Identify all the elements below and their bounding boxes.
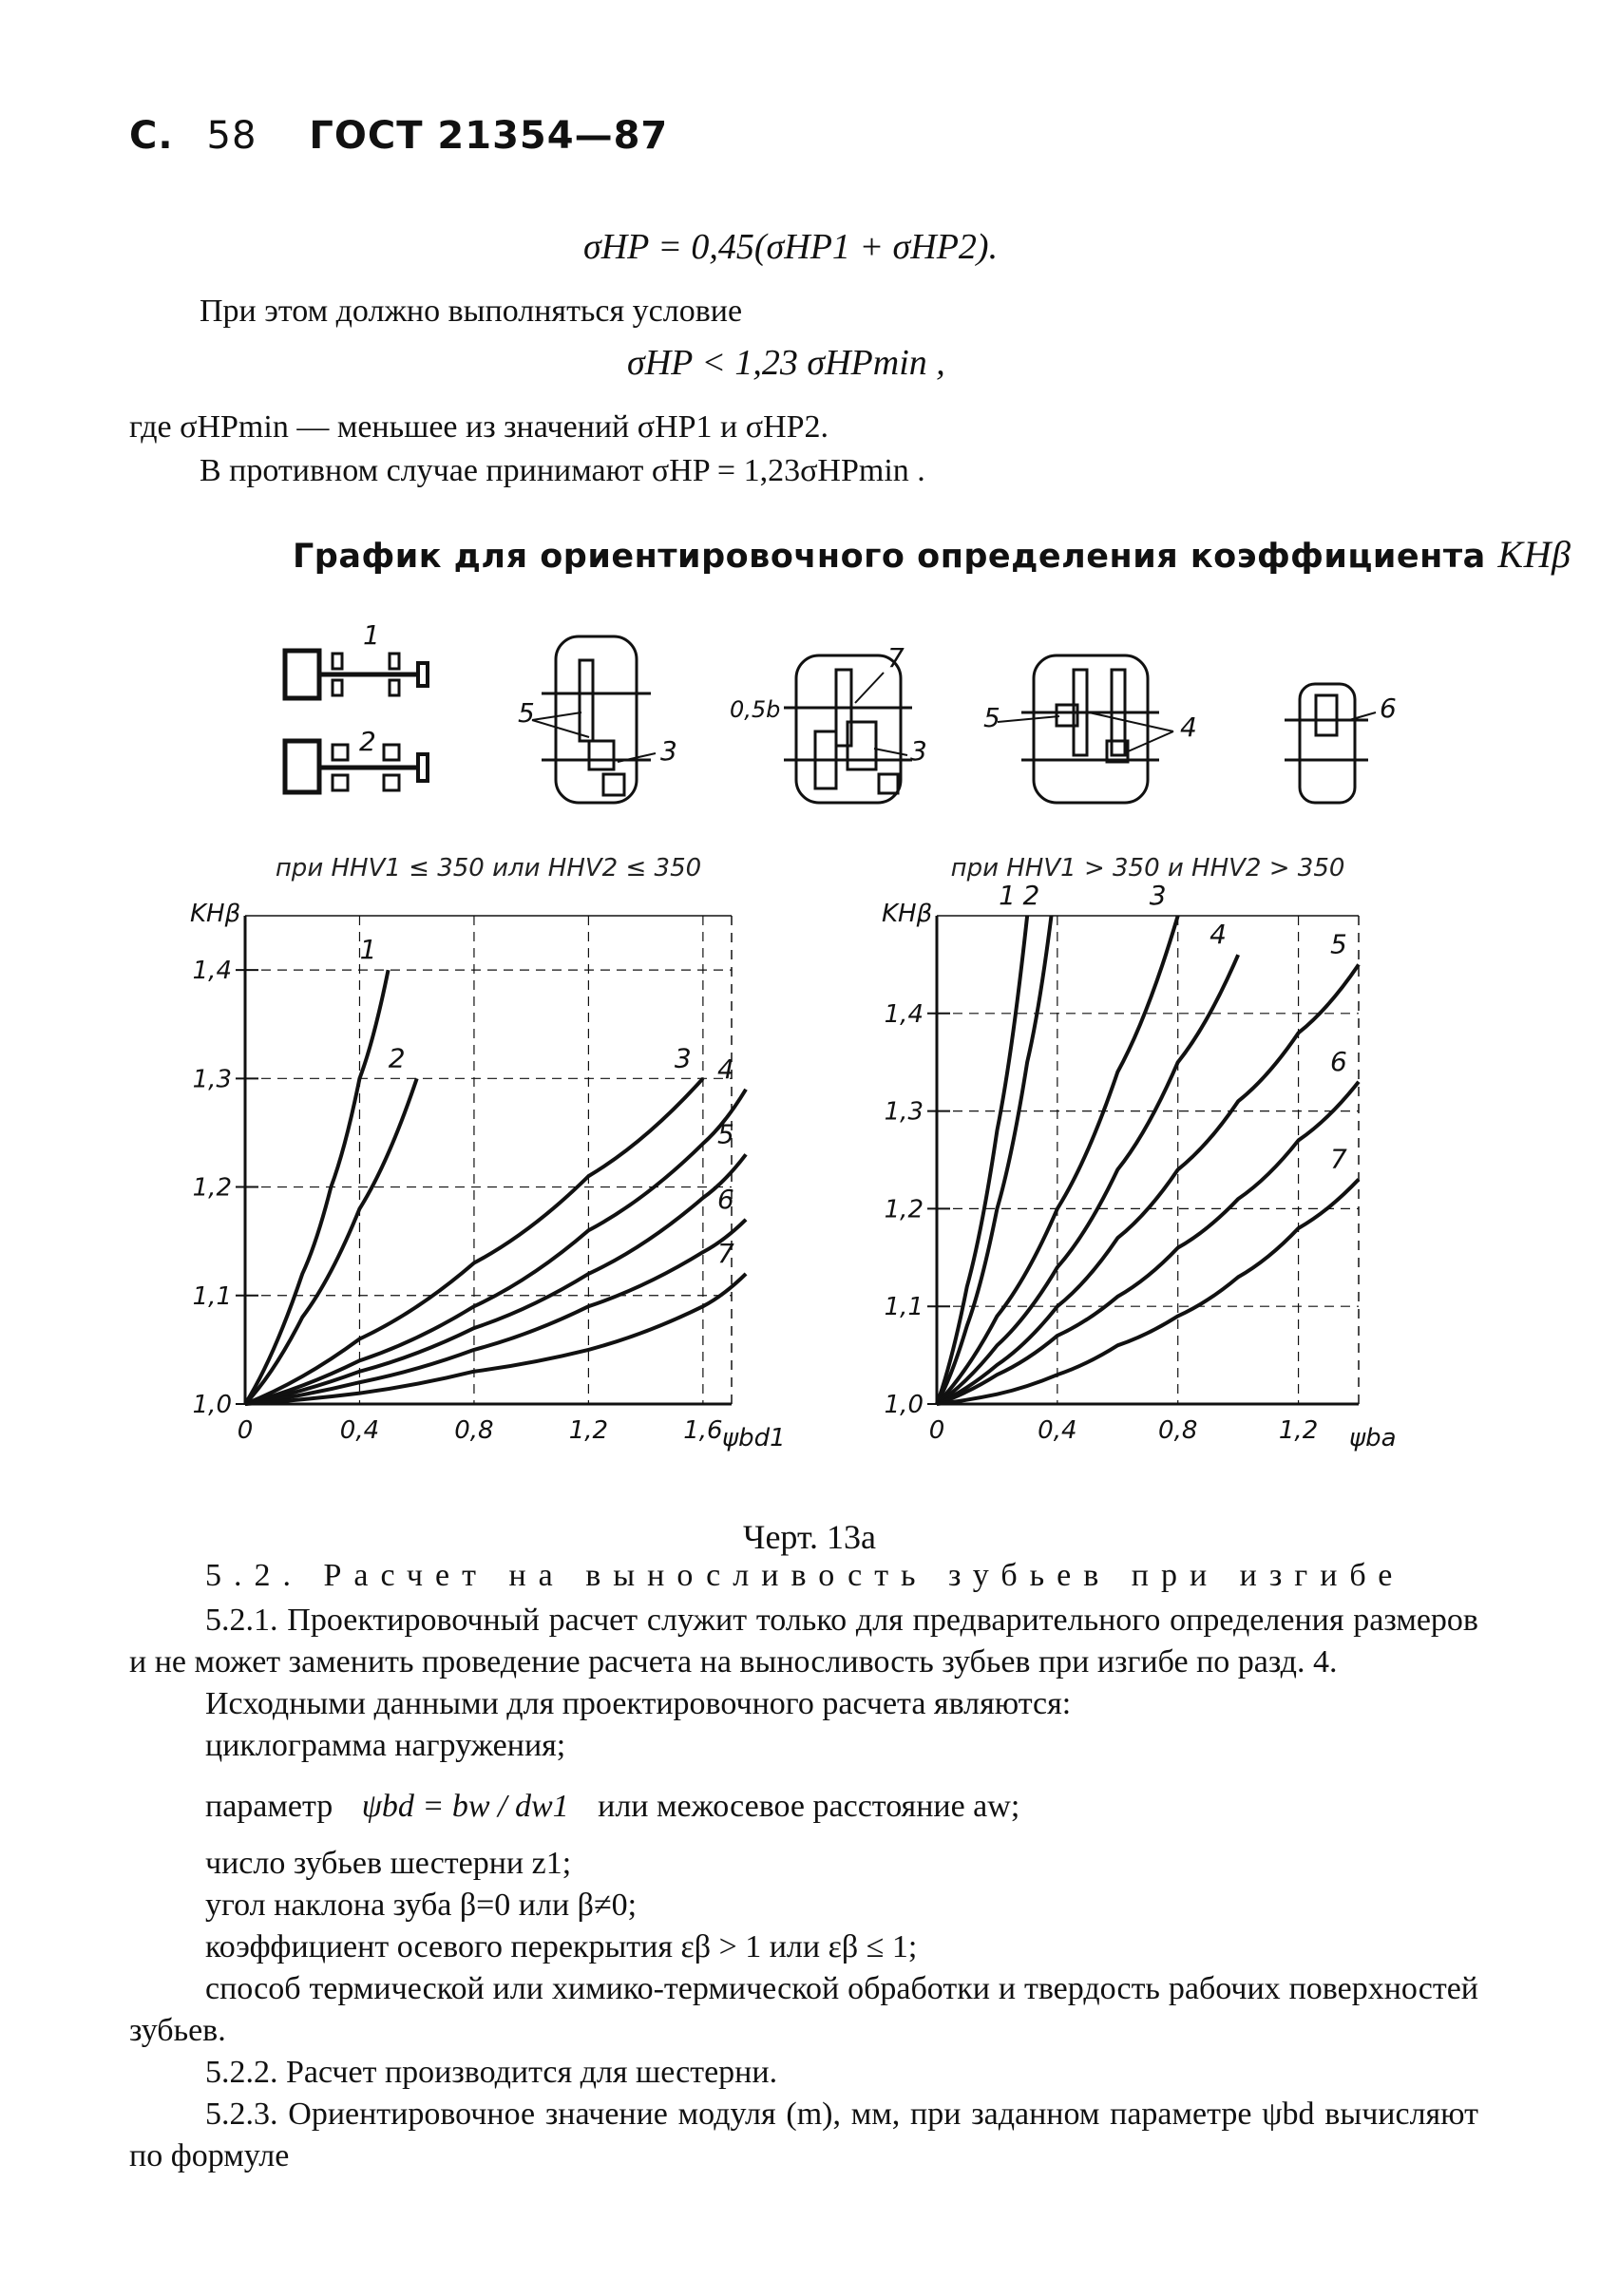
scheme-label: 5 <box>518 697 535 729</box>
tick-label-x: 0 <box>928 1416 945 1445</box>
list-item: способ термической или химико-термической обработки и твердость рабочих поверхностей зубьев. <box>129 1971 1478 2048</box>
scheme-1 <box>285 651 428 698</box>
x-axis-label: ψbd1 <box>722 1424 786 1452</box>
list-item: коэффициент осевого перекрытия εβ > 1 или εβ ≤ 1; <box>205 1929 918 1964</box>
tick-label-x: 1,6 <box>683 1416 723 1445</box>
paragraph-input-data: Исходными данными для проектировочного расчета являются: <box>205 1686 1072 1721</box>
tick-label-x: 0,8 <box>454 1416 494 1445</box>
series-label-7: 7 <box>717 1237 734 1269</box>
tick-label-y: 1,3 <box>192 1065 232 1094</box>
chart-right-plot <box>874 855 1406 1482</box>
series-label-6: 6 <box>1330 1045 1347 1077</box>
tick-label-x: 0,4 <box>1038 1416 1077 1445</box>
graph-title-symbol: KHβ <box>1497 533 1571 576</box>
standard-name: ГОСТ 21354—87 <box>309 114 669 158</box>
series-label-4: 4 <box>717 1053 734 1085</box>
tick-label-y: 1,0 <box>192 1391 232 1419</box>
param-formula: ψbd = bw / dw1 <box>361 1789 569 1824</box>
condition-intro: При этом должно выполняться условие <box>200 294 743 329</box>
series-label-4: 4 <box>1209 919 1227 951</box>
series-line-4 <box>937 955 1238 1404</box>
chart-right <box>874 855 1406 1487</box>
graph-title <box>293 532 1571 577</box>
list-item: циклограмма нагружения; <box>205 1728 566 1763</box>
series-label-2: 2 <box>388 1042 406 1074</box>
tick-label-x: 1,2 <box>568 1416 609 1445</box>
scheme-label: 7 <box>887 642 905 674</box>
chart-left-plot <box>171 854 786 1482</box>
list-item-parameter <box>129 1786 1478 1828</box>
y-axis-label: KHβ <box>882 900 933 928</box>
paragraph-5-2-2: 5.2.2. Расчет производится для шестерни. <box>205 2055 778 2090</box>
y-axis-label: KHβ <box>190 900 241 928</box>
tick-label-y: 1,0 <box>884 1391 924 1419</box>
param-suffix: или межосевое расстояние aw; <box>598 1789 1020 1824</box>
series-label-2: 2 <box>1022 880 1040 911</box>
page-number: 58 <box>206 114 257 158</box>
otherwise-text: В противном случае принимают σHP = 1,23σHPmin . <box>200 453 925 488</box>
series-label-1: 1 <box>359 934 377 966</box>
list-item: угол наклона зуба β=0 или β≠0; <box>205 1888 638 1923</box>
series-line-6 <box>937 1082 1359 1404</box>
chart-left <box>171 854 786 1487</box>
scheme-label: 3 <box>910 735 927 767</box>
tick-label-y: 1,2 <box>192 1173 232 1203</box>
series-line-5 <box>937 964 1359 1404</box>
series-line-6 <box>245 1220 746 1404</box>
scheme-6 <box>1285 684 1368 803</box>
scheme-4 <box>784 655 912 803</box>
scheme-label: 6 <box>1380 693 1397 724</box>
tick-label-y: 1,1 <box>192 1281 232 1311</box>
series-label-3: 3 <box>1149 880 1167 911</box>
scheme-2 <box>285 741 428 792</box>
tick-label-x: 0,8 <box>1158 1416 1198 1445</box>
page-header <box>129 114 668 158</box>
chart-title: при HHV1 > 350 и HHV2 > 350 <box>950 854 1345 882</box>
where-text: где σHPmin — меньшее из значений σHP1 и σHP2. <box>129 409 829 445</box>
tick-label-y: 1,2 <box>884 1195 924 1224</box>
tick-label-x: 1,2 <box>1278 1416 1319 1445</box>
tick-label-y: 1,1 <box>884 1293 924 1322</box>
tick-label-y: 1,4 <box>884 999 924 1029</box>
figure-caption: Черт. 13а <box>743 1518 876 1556</box>
series-line-7 <box>937 1180 1359 1404</box>
graph-title-text: График для ориентировочного определения коэффициента <box>293 538 1486 576</box>
formula-sigma-hp: σHP = 0,45(σHP1 + σHP2). <box>583 227 999 267</box>
paragraph-5-2-1: 5.2.1. Проектировочный расчет служит только для предварительного определения размеров и не может заменить проведение расчета на выносливость зубьев при изгибе по разд. 4. <box>129 1603 1478 1679</box>
scheme-label: 4 <box>1180 712 1197 743</box>
tick-label-y: 1,3 <box>884 1097 924 1127</box>
tick-label-y: 1,4 <box>192 957 232 986</box>
header-prefix: С. <box>129 114 174 158</box>
series-label-5: 5 <box>717 1118 734 1150</box>
tick-label-x: 0,4 <box>339 1416 380 1445</box>
scheme-label: 5 <box>983 702 1000 733</box>
series-label-6: 6 <box>717 1183 734 1215</box>
series-label-7: 7 <box>1330 1143 1347 1175</box>
condition-formula: σHP < 1,23 σHPmin , <box>627 343 945 383</box>
scheme-5 <box>1021 655 1159 803</box>
chart-title: при HHV1 ≤ 350 или HHV2 ≤ 350 <box>275 854 702 882</box>
param-prefix: параметр <box>205 1789 333 1824</box>
series-label-3: 3 <box>674 1042 692 1074</box>
scheme-label: 3 <box>660 735 677 767</box>
tick-label-x: 0 <box>237 1416 254 1445</box>
paragraph-5-2-3: 5.2.3. Ориентировочное значение модуля (m), мм, при заданном параметре ψbd вычисляют по формуле <box>129 2097 1478 2173</box>
list-item: число зубьев шестерни z1; <box>205 1846 572 1881</box>
section-title: 5.2. Расчет на выносливость зубьев при изгибе <box>205 1558 1405 1593</box>
body-text <box>129 1600 1478 2177</box>
series-label-5: 5 <box>1330 928 1347 960</box>
series-line-4 <box>245 1090 746 1404</box>
scheme-3 <box>542 636 651 803</box>
gearbox-schemes <box>266 617 1425 826</box>
scheme-label: 2 <box>359 726 376 757</box>
x-axis-label: ψba <box>1349 1424 1397 1452</box>
series-label-1: 1 <box>999 880 1016 911</box>
scheme-label: 0,5b <box>730 696 781 723</box>
scheme-label: 1 <box>363 619 380 651</box>
